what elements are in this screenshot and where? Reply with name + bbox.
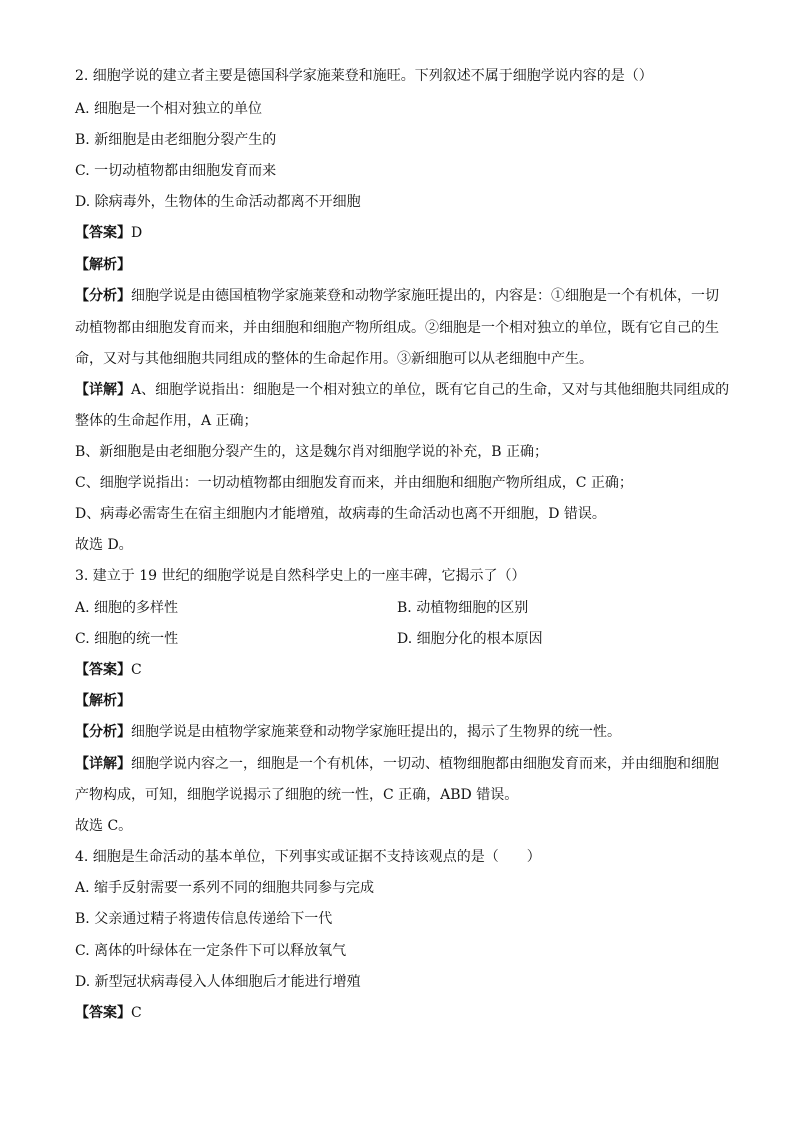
q3-option-d: D. 细胞分化的根本原因 — [397, 631, 543, 647]
q3-jiexi-heading: 【解析】 — [75, 693, 131, 709]
detail-tag: 【详解】 — [75, 382, 131, 398]
q4-stem: 4. 细胞是生命活动的基本单位，下列事实或证据不支持该观点的是（ ） — [75, 849, 541, 865]
q4-option-d: D. 新型冠状病毒侵入人体细胞后才能进行增殖 — [75, 974, 361, 990]
detail-text: A、细胞学说指出：细胞是一个相对独立的单位，既有它自己的生命，又对与其他细胞共同组成的 — [131, 382, 730, 398]
q2-conclusion: 故选 D。 — [75, 537, 133, 553]
q2-jiexi-heading: 【解析】 — [75, 257, 131, 273]
answer-tag: 【答案】 — [75, 225, 131, 241]
q4-answer — [75, 1003, 735, 1023]
q2-detail-line-5: D、病毒必需寄生在宿主细胞内才能增殖，故病毒的生命活动也离不开细胞，D 错误。 — [75, 506, 606, 522]
q2-option-a: A. 细胞是一个相对独立的单位 — [75, 101, 263, 117]
answer-value: C — [131, 662, 142, 678]
q3-option-b: B. 动植物细胞的区别 — [397, 600, 529, 616]
q2-detail-line-3: B、新细胞是由老细胞分裂产生的，这是魏尔肖对细胞学说的补充，B 正确； — [75, 444, 549, 460]
q2-option-c: C. 一切动植物都由细胞发育而来 — [75, 163, 277, 179]
q3-option-a: A. 细胞的多样性 — [75, 600, 179, 616]
q2-option-b: B. 新细胞是由老细胞分裂产生的 — [75, 132, 277, 148]
q3-detail-line-2: 产物构成，可知，细胞学说揭示了细胞的统一性，C 正确，ABD 错误。 — [75, 787, 519, 803]
detail-text: 细胞学说内容之一，细胞是一个有机体，一切动、植物细胞都由细胞发育而来，并由细胞和细胞 — [131, 756, 719, 772]
detail-tag: 【详解】 — [75, 756, 131, 772]
q3-option-c: C. 细胞的统一性 — [75, 631, 179, 647]
q2-analysis-line-3: 命，又对与其他细胞共同组成的整体的生命起作用。③新细胞可以从老细胞中产生。 — [75, 351, 593, 367]
analysis-tag: 【分析】 — [75, 288, 131, 304]
q4-option-b: B. 父亲通过精子将遗传信息传递给下一代 — [75, 911, 333, 927]
answer-value: C — [131, 1005, 142, 1021]
answer-tag: 【答案】 — [75, 1005, 131, 1021]
q3-detail-line-1 — [75, 754, 735, 774]
q2-detail-line-2: 整体的生命起作用，A 正确； — [75, 413, 258, 429]
answer-value: D — [131, 225, 143, 241]
analysis-tag: 【分析】 — [75, 724, 131, 740]
q3-stem: 3. 建立于 19 世纪的细胞学说是自然科学史上的一座丰碑，它揭示了（） — [75, 568, 526, 584]
answer-tag: 【答案】 — [75, 662, 131, 678]
analysis-text: 细胞学说是由德国植物学家施莱登和动物学家施旺提出的，内容是：①细胞是一个有机体，一切 — [131, 288, 719, 304]
q2-detail-line-4: C、细胞学说指出：一切动植物都由细胞发育而来，并由细胞和细胞产物所组成，C 正确； — [75, 475, 633, 491]
q2-stem: 2. 细胞学说的建立者主要是德国科学家施莱登和施旺。下列叙述不属于细胞学说内容的是（） — [75, 68, 653, 84]
q3-answer — [75, 660, 735, 680]
q2-analysis-line-2: 动植物都由细胞发育而来，并由细胞和细胞产物所组成。②细胞是一个相对独立的单位，既有它自己的生 — [75, 320, 719, 336]
q2-detail-line-1 — [75, 380, 735, 400]
q3-analysis-line-1 — [75, 722, 735, 742]
analysis-text: 细胞学说是由植物学家施莱登和动物学家施旺提出的，揭示了生物界的统一性。 — [131, 724, 621, 740]
q4-option-c: C. 离体的叶绿体在一定条件下可以释放氧气 — [75, 943, 347, 959]
q2-analysis-line-1 — [75, 286, 735, 306]
q4-option-a: A. 缩手反射需要一系列不同的细胞共同参与完成 — [75, 880, 375, 896]
q2-answer — [75, 223, 735, 243]
q3-conclusion: 故选 C。 — [75, 818, 133, 834]
q2-option-d: D. 除病毒外，生物体的生命活动都离不开细胞 — [75, 194, 361, 210]
